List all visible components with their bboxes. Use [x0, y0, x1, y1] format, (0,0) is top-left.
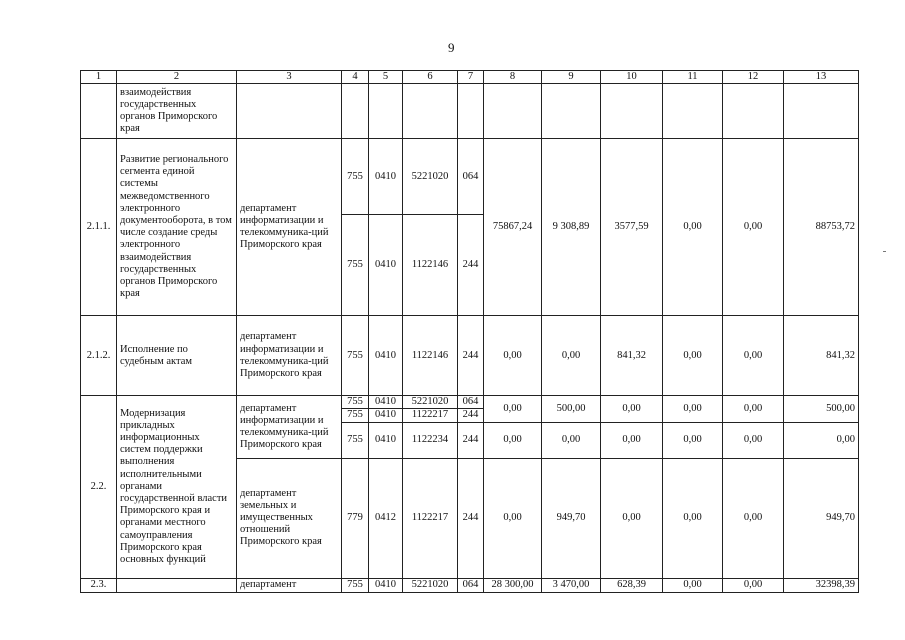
- amount-cell: 949,70: [542, 458, 601, 578]
- row-number-cell: 2.1.2.: [81, 316, 117, 396]
- amount-cell: 0,00: [542, 316, 601, 396]
- amount-cell: 28 300,00: [484, 578, 542, 592]
- code-cell: 244: [458, 422, 484, 458]
- code-cell: 755: [342, 316, 369, 396]
- code-cell: 5221020: [403, 396, 458, 409]
- code-cell: 244: [458, 215, 484, 316]
- code-cell: 779: [342, 458, 369, 578]
- table-row-2-2: [81, 396, 859, 409]
- column-header: 9: [542, 71, 601, 84]
- code-cell: 244: [458, 316, 484, 396]
- amount-cell: 628,39: [601, 578, 663, 592]
- code-cell: 0412: [369, 458, 403, 578]
- row-number-cell: 2.2.: [81, 396, 117, 578]
- code-cell: 1122234: [403, 422, 458, 458]
- code-cell: 0410: [369, 422, 403, 458]
- amount-cell: 75867,24: [484, 139, 542, 316]
- code-cell: 0410: [369, 316, 403, 396]
- table-row-continuation: [81, 84, 859, 139]
- code-cell: 0410: [369, 409, 403, 422]
- row-number-cell: 2.3.: [81, 578, 117, 592]
- total-cell: 841,32: [784, 316, 859, 396]
- amount-cell: 0,00: [723, 458, 784, 578]
- column-header: 7: [458, 71, 484, 84]
- amount-cell: 0,00: [723, 139, 784, 316]
- code-cell: 1122146: [403, 316, 458, 396]
- code-cell: 755: [342, 409, 369, 422]
- total-cell: 0,00: [784, 422, 859, 458]
- code-cell: 5221020: [403, 139, 458, 215]
- amount-cell: 0,00: [484, 316, 542, 396]
- amount-cell: 0,00: [723, 578, 784, 592]
- column-header: 4: [342, 71, 369, 84]
- executor-cell: департамент: [237, 578, 342, 592]
- amount-cell: 0,00: [663, 578, 723, 592]
- code-cell: 755: [342, 396, 369, 409]
- code-cell: 755: [342, 578, 369, 592]
- row-number-cell: [81, 84, 117, 139]
- description-cell: Исполнение по судебным актам: [117, 316, 237, 396]
- column-header: 8: [484, 71, 542, 84]
- amount-cell: 0,00: [663, 422, 723, 458]
- column-header: 6: [403, 71, 458, 84]
- amount-cell: 500,00: [542, 396, 601, 422]
- column-header: 2: [117, 71, 237, 84]
- amount-cell: 0,00: [601, 422, 663, 458]
- total-cell: 949,70: [784, 458, 859, 578]
- column-header: 11: [663, 71, 723, 84]
- amount-cell: 841,32: [601, 316, 663, 396]
- amount-cell: 0,00: [601, 396, 663, 422]
- amount-cell: 0,00: [601, 458, 663, 578]
- executor-cell: департамент земельных и имущественных отношений Приморского края: [237, 458, 342, 578]
- budget-table: [80, 70, 859, 593]
- amount-cell: 0,00: [484, 396, 542, 422]
- code-cell: 5221020: [403, 578, 458, 592]
- row-number-cell: 2.1.1.: [81, 139, 117, 316]
- description-cell: [117, 578, 237, 592]
- code-cell: 0410: [369, 578, 403, 592]
- amount-cell: 0,00: [663, 316, 723, 396]
- amount-cell: 0,00: [484, 458, 542, 578]
- column-header: 10: [601, 71, 663, 84]
- total-cell: 32398,39: [784, 578, 859, 592]
- page-number: 9: [448, 40, 455, 55]
- amount-cell: 0,00: [723, 396, 784, 422]
- column-header: 13: [784, 71, 859, 84]
- code-cell: 755: [342, 422, 369, 458]
- code-cell: 244: [458, 409, 484, 422]
- code-cell: 755: [342, 215, 369, 316]
- description-cell: Модернизация прикладных информационных систем поддержки выполнения исполнительными органами государственной власти Приморского края и органами местного самоуправления Приморского края основных функций: [117, 396, 237, 578]
- code-cell: 064: [458, 578, 484, 592]
- total-cell: 88753,72: [784, 139, 859, 316]
- amount-cell: 0,00: [663, 396, 723, 422]
- amount-cell: 9 308,89: [542, 139, 601, 316]
- executor-cell: департамент информатизации и телекоммуника-ций Приморского края: [237, 139, 342, 316]
- column-header: 5: [369, 71, 403, 84]
- code-cell: 755: [342, 139, 369, 215]
- description-cell: взаимодействия государственных органов Приморского края: [117, 84, 237, 139]
- column-header: 12: [723, 71, 784, 84]
- code-cell: 064: [458, 396, 484, 409]
- table-header-row: [81, 71, 859, 84]
- code-cell: 064: [458, 139, 484, 215]
- amount-cell: 0,00: [542, 422, 601, 458]
- executor-cell: департамент информатизации и телекоммуника-ций Приморского края: [237, 396, 342, 458]
- code-cell: 244: [458, 458, 484, 578]
- total-cell: 500,00: [784, 396, 859, 422]
- code-cell: 0410: [369, 139, 403, 215]
- code-cell: 1122146: [403, 215, 458, 316]
- executor-cell: департамент информатизации и телекоммуника-ций Приморского края: [237, 316, 342, 396]
- code-cell: 0410: [369, 215, 403, 316]
- amount-cell: 0,00: [723, 422, 784, 458]
- amount-cell: 0,00: [663, 139, 723, 316]
- description-cell: Развитие регионального сегмента единой системы межведомственного электронного документооборота, в том числе создание среды электронного взаимодействия государственных органов Приморского края: [117, 139, 237, 316]
- code-cell: 1122217: [403, 409, 458, 422]
- code-cell: 0410: [369, 396, 403, 409]
- amount-cell: 3 470,00: [542, 578, 601, 592]
- table-row-2-1-1: [81, 139, 859, 215]
- table-row-2-1-2: [81, 316, 859, 396]
- table-row-2-3: [81, 578, 859, 592]
- amount-cell: 0,00: [484, 422, 542, 458]
- column-header: 1: [81, 71, 117, 84]
- code-cell: 1122217: [403, 458, 458, 578]
- amount-cell: 0,00: [723, 316, 784, 396]
- amount-cell: 0,00: [663, 458, 723, 578]
- column-header: 3: [237, 71, 342, 84]
- amount-cell: 3577,59: [601, 139, 663, 316]
- scan-mark: [883, 251, 886, 252]
- executor-cell: [237, 84, 342, 139]
